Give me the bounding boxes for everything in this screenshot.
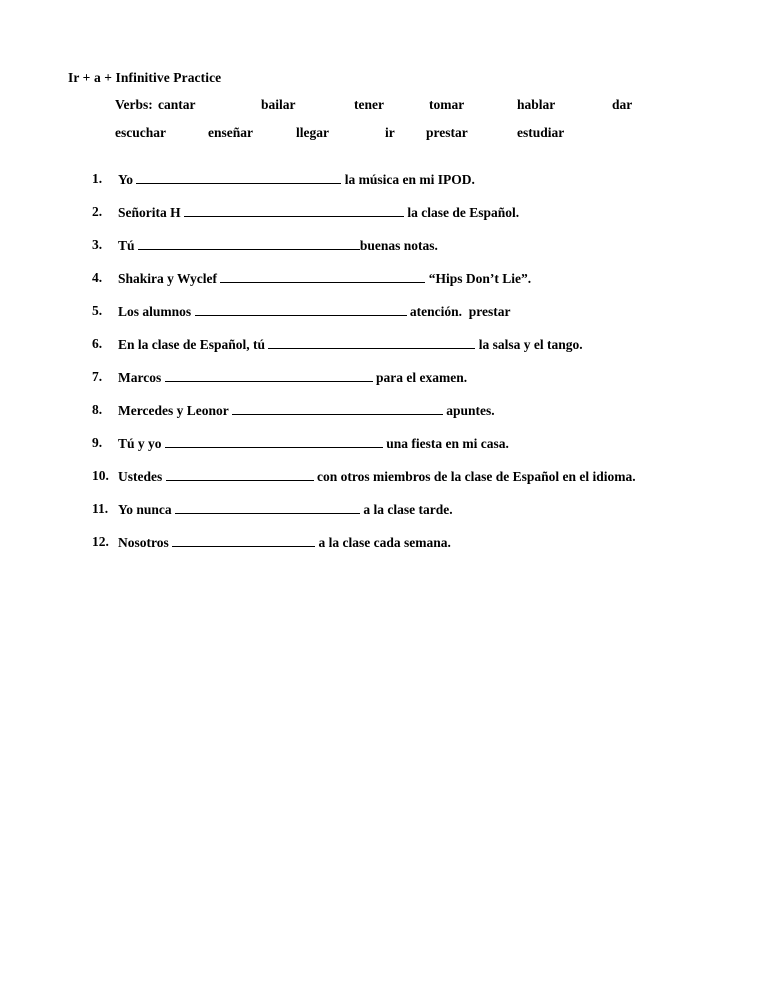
- exercise-number: 2.: [92, 204, 103, 219]
- exercise-text-after: la música en mi IPOD.: [341, 172, 475, 187]
- exercise-number: 5.: [92, 303, 103, 318]
- exercise-number: 9.: [92, 435, 103, 450]
- exercise-number: 4.: [92, 270, 103, 285]
- exercise-number: 11.: [92, 501, 109, 516]
- exercise-number: 6.: [92, 336, 103, 351]
- exercise-text-after: la clase de Español.: [404, 205, 520, 220]
- exercise-item: [92, 533, 732, 566]
- exercise-item: [92, 236, 732, 269]
- exercise-sentence: [118, 302, 511, 321]
- verb-bank-item: bailar: [261, 97, 296, 112]
- exercise-item: [92, 368, 732, 401]
- exercise-text-before: Señorita H: [118, 205, 184, 220]
- exercise-sentence: [118, 401, 495, 420]
- exercise-sentence: [118, 533, 451, 552]
- exercise-text-before: Ustedes: [118, 469, 166, 484]
- exercise-sentence: [118, 335, 583, 354]
- verb-bank-item: hablar: [517, 97, 556, 112]
- exercise-sentence: [118, 467, 636, 486]
- exercise-number: 12.: [92, 534, 109, 549]
- exercise-text-after: una fiesta en mi casa.: [382, 436, 509, 451]
- verb-bank-item: prestar: [426, 125, 468, 140]
- verb-bank-item: cantar: [158, 97, 196, 112]
- exercise-text-after: apuntes.: [442, 403, 495, 418]
- exercise-text-after: con otros miembros de la clase de Español en el idioma.: [313, 469, 636, 484]
- exercise-text-before: Mercedes y Leonor: [118, 403, 232, 418]
- exercise-text-before: En la clase de Español, tú: [118, 337, 269, 352]
- exercise-text-after: a la clase tarde.: [360, 502, 453, 517]
- exercise-item: [92, 302, 732, 335]
- verb-bank-item: escuchar: [115, 125, 166, 140]
- verb-bank-item: llegar: [296, 125, 329, 140]
- exercise-sentence: [118, 434, 509, 453]
- verb-bank-item: tomar: [429, 97, 465, 112]
- exercise-sentence: [118, 236, 438, 255]
- answer-blank[interactable]: [220, 269, 425, 283]
- exercise-item: [92, 335, 732, 368]
- exercise-text-after: a la clase cada semana.: [315, 535, 451, 550]
- verb-bank-item: ir: [385, 125, 395, 140]
- exercise-number: 7.: [92, 369, 103, 384]
- exercise-number: 3.: [92, 237, 103, 252]
- exercise-text-after: buenas notas.: [359, 238, 438, 253]
- exercise-item: [92, 434, 732, 467]
- answer-blank[interactable]: [184, 203, 404, 217]
- exercise-text-before: Yo nunca: [118, 502, 176, 517]
- exercise-text-after: la salsa y el tango.: [475, 337, 583, 352]
- exercise-item: [92, 170, 732, 203]
- verb-bank-item: tener: [354, 97, 384, 112]
- exercise-text-before: Tú: [118, 238, 138, 253]
- exercise-text-after: para el examen.: [372, 370, 468, 385]
- answer-blank[interactable]: [138, 236, 360, 250]
- exercise-number: 8.: [92, 402, 103, 417]
- exercise-sentence: [118, 500, 453, 519]
- exercise-number: 1.: [92, 171, 103, 186]
- exercise-text-after: atención. prestar: [406, 304, 511, 319]
- exercise-sentence: [118, 368, 467, 387]
- exercise-item: [92, 500, 732, 533]
- answer-blank[interactable]: [175, 500, 360, 514]
- verb-bank-item: dar: [612, 97, 633, 112]
- exercise-sentence: [118, 170, 475, 189]
- exercise-item: [92, 467, 732, 500]
- verb-bank-item: estudiar: [517, 125, 565, 140]
- exercise-text-before: Yo: [118, 172, 137, 187]
- exercise-text-before: Nosotros: [118, 535, 173, 550]
- answer-blank[interactable]: [268, 335, 475, 349]
- answer-blank[interactable]: [136, 170, 341, 184]
- exercise-sentence: [118, 269, 531, 288]
- verb-bank-item: enseñar: [208, 125, 253, 140]
- exercise-number: 10.: [92, 468, 109, 483]
- exercise-text-before: Shakira y Wyclef: [118, 271, 221, 286]
- answer-blank[interactable]: [165, 368, 373, 382]
- answer-blank[interactable]: [232, 401, 443, 415]
- exercise-text-before: Los alumnos: [118, 304, 195, 319]
- answer-blank[interactable]: [172, 533, 315, 547]
- answer-blank[interactable]: [166, 467, 314, 481]
- exercise-text-before: Marcos: [118, 370, 165, 385]
- page-title: Ir + a + Infinitive Practice: [68, 70, 222, 85]
- answer-blank[interactable]: [195, 302, 407, 316]
- verb-bank-label: Verbs:: [115, 97, 153, 112]
- exercise-sentence: [118, 203, 519, 222]
- exercise-text-after: “Hips Don’t Lie”.: [425, 271, 532, 286]
- exercise-text-before: Tú y yo: [118, 436, 165, 451]
- exercise-list: [92, 170, 732, 566]
- exercise-item: [92, 269, 732, 302]
- answer-blank[interactable]: [165, 434, 383, 448]
- exercise-item: [92, 401, 732, 434]
- exercise-item: [92, 203, 732, 236]
